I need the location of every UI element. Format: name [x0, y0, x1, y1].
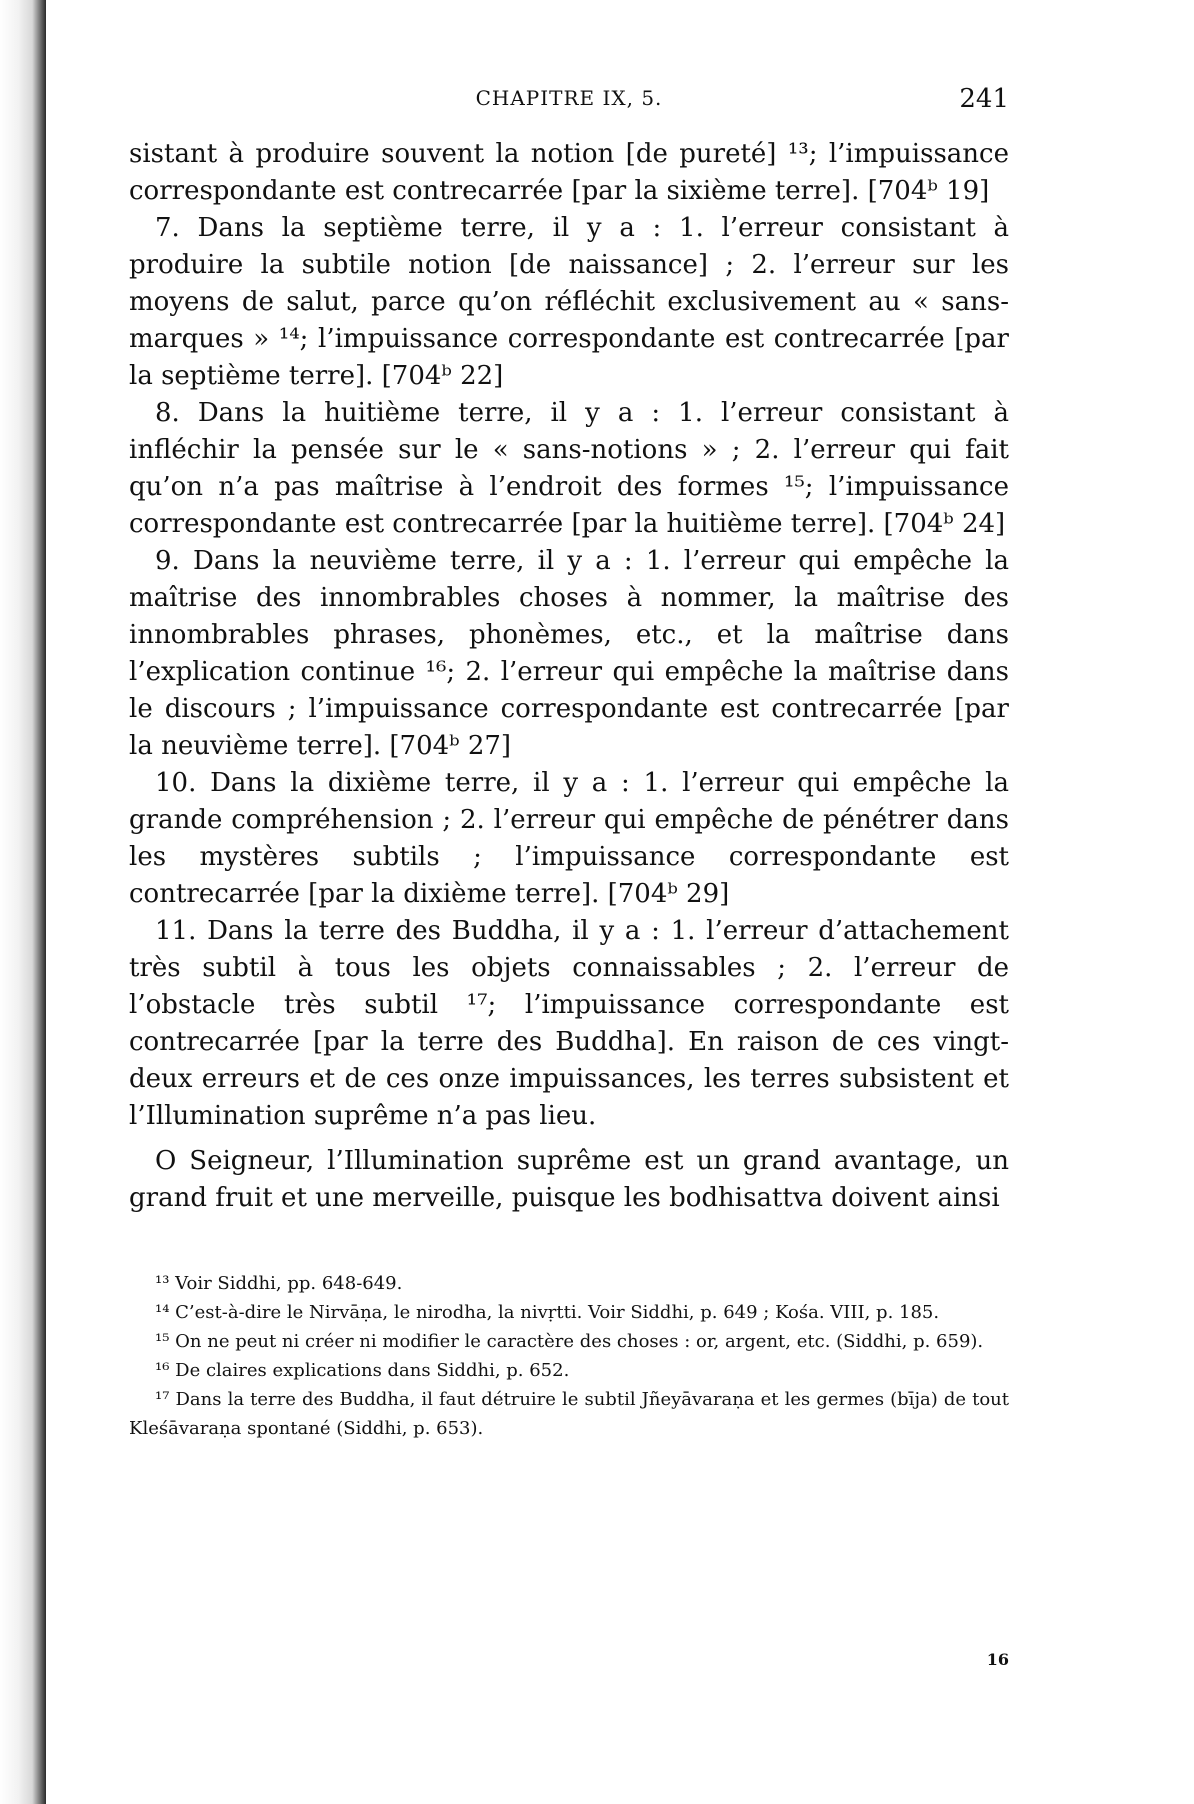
- paragraph-continuation: sistant à produire souvent la notion [de pureté] ¹³; l’impuissance correspondante est contrecarrée [par la sixième terre]. [704ᵇ 19]: [129, 139, 1009, 206]
- paragraph-buddha-land: 11. Dans la terre des Buddha, il y a : 1. l’erreur d’attachement très subtil à tous les objets connaissables ; 2. l’erreur de l’obstacle très subtil ¹⁷; l’impuissance correspondante est contrecarrée [par la terre des Buddha]. En raison de ces vingt-deux erreurs et de ces onze impuissances, les terres subsistent et l’Illumination suprême n’a pas lieu.: [129, 916, 1009, 1131]
- running-head: [129, 80, 1009, 120]
- footnote-14: ¹⁴ C’est-à-dire le Nirvāṇa, le nirodha, la nivṛtti. Voir Siddhi, p. 649 ; Kośa. VIII, p. 185.: [155, 1302, 940, 1323]
- page-number: 241: [959, 84, 1009, 114]
- footnote-15: ¹⁵ On ne peut ni créer ni modifier le caractère des choses : or, argent, etc. (Siddhi, p. 659).: [155, 1331, 984, 1352]
- signature-mark: 16: [986, 1650, 1009, 1669]
- main-text: [129, 136, 1009, 1217]
- scanned-binding-edge: [0, 0, 46, 1804]
- paragraph-ninth-land: 9. Dans la neuvième terre, il y a : 1. l’erreur qui empêche la maîtrise des innombrables choses à nommer, la maîtrise des innombrables phrases, phonèmes, etc., et la maîtrise dans l’explication continue ¹⁶; 2. l’erreur qui empêche la maîtrise dans le discours ; l’impuissance correspondante est contrecarrée [par la neuvième terre]. [704ᵇ 27]: [129, 546, 1009, 761]
- paragraph-seigneur: O Seigneur, l’Illumination suprême est un grand avantage, un grand fruit et une merveille, puisque les bodhisattva doivent ainsi: [129, 1146, 1009, 1213]
- book-page: [129, 80, 1009, 1669]
- paragraph-tenth-land: 10. Dans la dixième terre, il y a : 1. l’erreur qui empêche la grande compréhension ; 2. l’erreur qui empêche de pénétrer dans les mystères subtils ; l’impuissance correspondante est contrecarrée [par la dixième terre]. [704ᵇ 29]: [129, 768, 1009, 909]
- footnote-16: ¹⁶ De claires explications dans Siddhi, p. 652.: [155, 1360, 570, 1381]
- footnote-13: ¹³ Voir Siddhi, pp. 648-649.: [155, 1273, 403, 1294]
- footnotes: [129, 1269, 1009, 1443]
- chapter-title: CHAPITRE IX, 5.: [475, 86, 663, 110]
- footnote-17: ¹⁷ Dans la terre des Buddha, il faut détruire le subtil Jñeyāvaraṇa et les germes (bīja) de tout Kleśāvaraṇa spontané (Siddhi, p. 653).: [129, 1389, 1009, 1439]
- paragraph-seventh-land: 7. Dans la septième terre, il y a : 1. l’erreur consistant à produire la subtile notion [de naissance] ; 2. l’erreur sur les moyens de salut, parce qu’on réfléchit exclusivement au « sans-marques » ¹⁴; l’impuissance correspondante est contrecarrée [par la septième terre]. [704ᵇ 22]: [129, 213, 1009, 391]
- paragraph-eighth-land: 8. Dans la huitième terre, il y a : 1. l’erreur consistant à infléchir la pensée sur le « sans-notions » ; 2. l’erreur qui fait qu’on n’a pas maîtrise à l’endroit des formes ¹⁵; l’impuissance correspondante est contrecarrée [par la huitième terre]. [704ᵇ 24]: [129, 398, 1009, 539]
